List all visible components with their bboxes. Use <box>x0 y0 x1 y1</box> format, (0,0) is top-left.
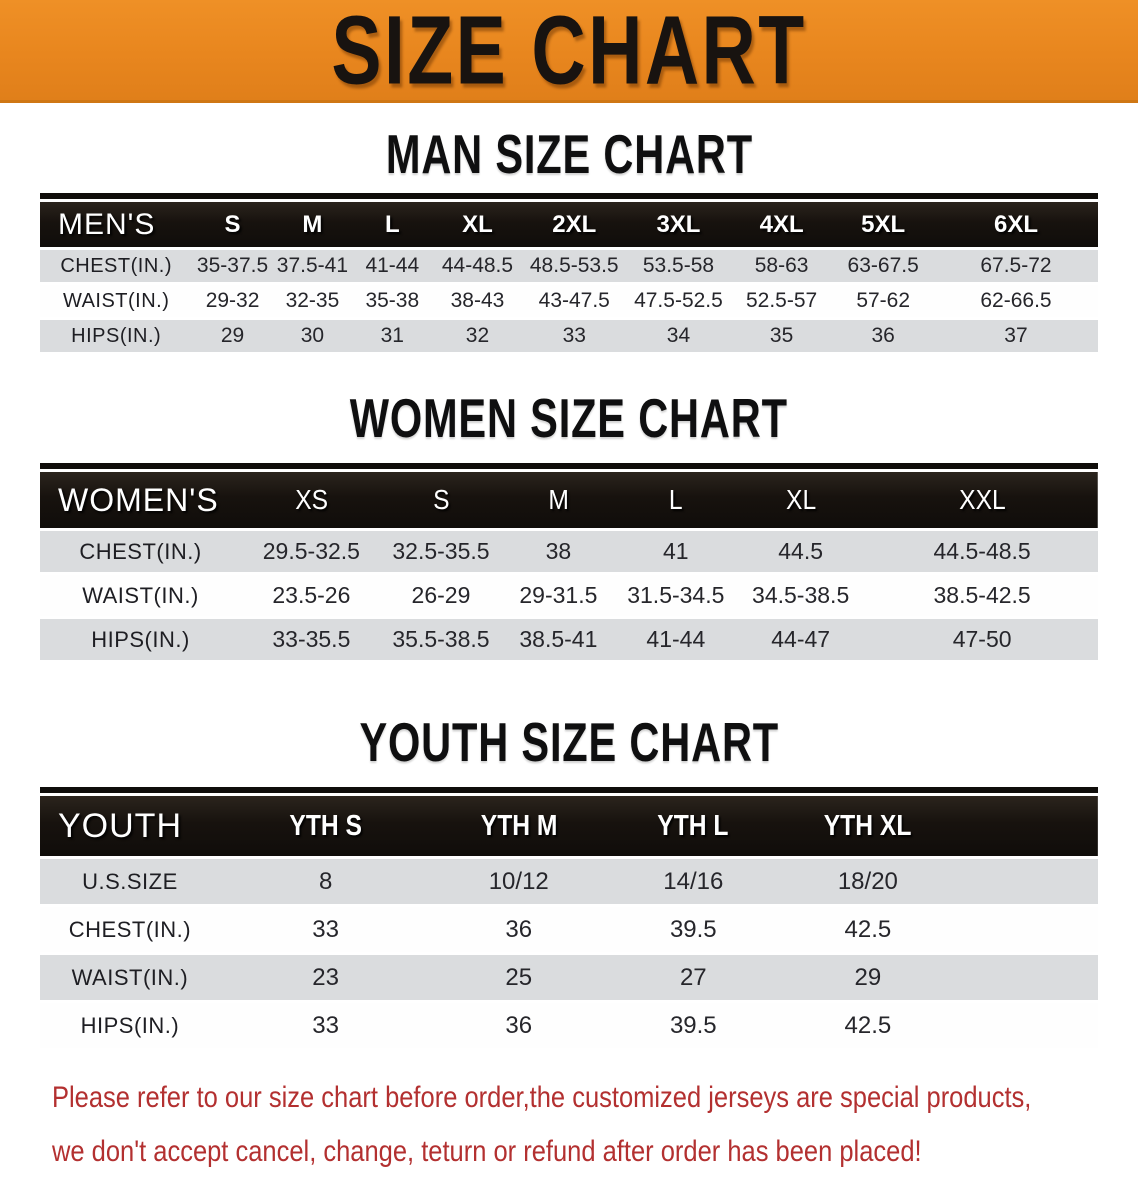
womens-section-heading <box>0 388 1138 450</box>
size-value-cell: 39.5 <box>669 1011 717 1039</box>
measurement-row <box>40 250 1098 282</box>
size-value-cell: 34 <box>666 324 691 347</box>
notice-line-1-text: Please refer to our size chart before order,the customized jerseys are special products, <box>52 1081 1032 1114</box>
size-column-header <box>606 796 781 856</box>
size-column-header-text: YTH M <box>480 809 558 842</box>
size-group-label: WOMEN'S <box>58 481 219 518</box>
size-value-cell: 38 <box>545 538 572 564</box>
size-value-cell: 44.5 <box>778 538 824 564</box>
measurement-row <box>40 619 1098 660</box>
size-column-header-text: 6XL <box>993 210 1038 238</box>
size-value-cell: 36 <box>505 915 533 943</box>
size-column-header <box>735 472 866 528</box>
size-value-cell: 43-47.5 <box>538 289 610 312</box>
measurement-row <box>40 1003 1098 1048</box>
size-column-header-text: 3XL <box>656 210 701 238</box>
size-value-cell: 53.5-58 <box>642 254 715 277</box>
size-value-cell: 33 <box>312 1011 339 1039</box>
size-value-cell: 38.5-41 <box>519 626 598 652</box>
size-value-cell: 48.5-53.5 <box>529 254 619 277</box>
size-value-cell: 44.5-48.5 <box>933 538 1031 564</box>
mens-size-table <box>40 193 1098 355</box>
spacer-cell <box>955 859 1098 904</box>
size-group-label: YOUTH <box>58 806 182 845</box>
size-table-header-row <box>40 472 1098 528</box>
size-value-cell: 47-50 <box>952 626 1012 652</box>
size-value-cell: 35-38 <box>365 289 420 312</box>
measurement-row-label: HIPS(IN.) <box>80 1012 180 1038</box>
size-value-cell: 29-32 <box>205 289 260 312</box>
size-value-cell: 63-67.5 <box>847 254 919 277</box>
size-column-header-text: XL <box>462 210 493 238</box>
size-table-header-row <box>40 796 1098 856</box>
notice-line-2 <box>52 1127 1138 1181</box>
size-value-cell: 35 <box>769 324 794 347</box>
measurement-row <box>40 955 1098 1000</box>
size-value-cell: 14/16 <box>663 867 724 895</box>
spacer-cell <box>955 955 1098 1000</box>
measurement-row-label: CHEST(IN.) <box>68 916 192 942</box>
measurement-row-label: WAIST(IN.) <box>82 582 199 608</box>
spacer-cell <box>955 796 1098 856</box>
size-column-header-text: XL <box>785 484 816 515</box>
measurement-row-label: CHEST(IN.) <box>79 538 202 564</box>
size-column-header-text: 4XL <box>759 210 804 238</box>
size-column-header <box>192 202 272 247</box>
size-column-header-text: YTH S <box>289 809 362 842</box>
size-column-header <box>731 202 833 247</box>
womens-size-table <box>40 463 1098 663</box>
mens-section-heading <box>0 124 1138 186</box>
youth-section <box>0 712 1138 1051</box>
size-column-header-text: M <box>548 484 569 515</box>
size-value-cell: 35.5-38.5 <box>392 626 490 652</box>
mens-table <box>40 199 1098 355</box>
size-column-header-text: S <box>432 484 450 515</box>
size-value-cell: 32-35 <box>285 289 340 312</box>
size-value-cell: 42.5 <box>844 1011 892 1039</box>
measurement-row <box>40 907 1098 952</box>
spacer-cell <box>955 907 1098 952</box>
measurement-row <box>40 859 1098 904</box>
size-column-header <box>220 796 432 856</box>
size-value-cell: 62-66.5 <box>980 289 1052 312</box>
size-table-header-row <box>40 202 1098 247</box>
spacer-cell <box>955 1003 1098 1048</box>
size-column-header-text: XXL <box>958 484 1006 515</box>
size-column-header <box>500 472 616 528</box>
size-value-cell: 23 <box>312 963 339 991</box>
size-column-header <box>522 202 626 247</box>
measurement-row <box>40 320 1098 352</box>
size-value-cell: 44-48.5 <box>441 254 514 277</box>
size-value-cell: 33-35.5 <box>272 626 351 652</box>
size-value-cell: 30 <box>300 324 325 347</box>
measurement-row-label: WAIST(IN.) <box>62 289 170 312</box>
youth-size-table <box>40 787 1098 1051</box>
size-value-cell: 37.5-41 <box>276 254 349 277</box>
size-column-header <box>832 202 934 247</box>
size-value-cell: 42.5 <box>844 915 892 943</box>
size-value-cell: 58-63 <box>754 254 809 277</box>
size-column-header-text: M <box>302 210 323 238</box>
size-value-cell: 34.5-38.5 <box>752 582 850 608</box>
size-value-cell: 27 <box>679 963 707 991</box>
size-value-cell: 32.5-35.5 <box>392 538 490 564</box>
size-value-cell: 32 <box>465 324 490 347</box>
size-value-cell: 36 <box>505 1011 533 1039</box>
size-value-cell: 38-43 <box>450 289 505 312</box>
size-group-label: MEN'S <box>58 207 156 241</box>
size-value-cell: 41-44 <box>646 626 706 652</box>
size-value-cell: 29 <box>220 324 245 347</box>
mens-section <box>0 124 1138 355</box>
size-value-cell: 10/12 <box>488 867 549 895</box>
size-value-cell: 31 <box>380 324 404 347</box>
size-value-cell: 25 <box>505 963 533 991</box>
measurement-row <box>40 285 1098 317</box>
size-column-header <box>382 472 500 528</box>
order-notice <box>40 1073 1138 1181</box>
size-column-header <box>617 472 735 528</box>
size-column-header-text: 2XL <box>552 210 597 238</box>
size-value-cell: 41-44 <box>365 254 420 277</box>
size-value-cell: 33 <box>562 324 586 347</box>
size-column-header <box>866 472 1098 528</box>
size-column-header <box>934 202 1098 247</box>
size-column-header <box>433 202 523 247</box>
size-chart-banner <box>0 0 1138 103</box>
size-column-header <box>626 202 731 247</box>
size-value-cell: 41 <box>663 538 689 564</box>
size-value-cell: 67.5-72 <box>980 254 1052 277</box>
notice-line-2-text: we don't accept cancel, change, teturn or refund after order has been placed! <box>52 1135 922 1168</box>
mens-section-heading-text: MAN SIZE CHART <box>385 124 753 186</box>
size-value-cell: 57-62 <box>856 289 911 312</box>
size-column-header <box>431 796 606 856</box>
youth-table <box>40 793 1098 1051</box>
womens-section-heading-text: WOMEN SIZE CHART <box>349 388 789 450</box>
page-title: SIZE CHART <box>331 0 807 103</box>
size-value-cell: 18/20 <box>837 867 898 895</box>
size-column-header-text: L <box>668 484 683 515</box>
measurement-row <box>40 531 1098 572</box>
measurement-row-label: HIPS(IN.) <box>71 324 162 347</box>
size-column-header <box>241 472 382 528</box>
size-column-header <box>273 202 352 247</box>
size-value-cell: 37 <box>1004 324 1028 347</box>
youth-section-heading <box>0 712 1138 774</box>
size-value-cell: 39.5 <box>669 915 717 943</box>
size-value-cell: 36 <box>871 324 895 347</box>
measurement-row-label: HIPS(IN.) <box>91 626 190 652</box>
size-value-cell: 47.5-52.5 <box>634 289 723 312</box>
size-value-cell: 29-31.5 <box>519 582 598 608</box>
size-column-header-text: L <box>384 210 400 238</box>
size-column-header-text: XS <box>294 484 328 515</box>
measurement-row <box>40 575 1098 616</box>
size-column-header-text: S <box>224 210 241 238</box>
size-value-cell: 26-29 <box>411 582 471 608</box>
size-value-cell: 52.5-57 <box>745 289 818 312</box>
size-value-cell: 38.5-42.5 <box>933 582 1031 608</box>
measurement-row-label: WAIST(IN.) <box>71 964 189 990</box>
size-value-cell: 35-37.5 <box>196 254 269 277</box>
size-value-cell: 31.5-34.5 <box>627 582 725 608</box>
women-table <box>40 469 1098 663</box>
womens-section <box>0 388 1138 663</box>
size-value-cell: 44-47 <box>771 626 831 652</box>
size-column-header-text: YTH XL <box>824 809 912 842</box>
measurement-row-label: CHEST(IN.) <box>60 254 172 277</box>
size-column-header-text: 5XL <box>861 210 906 238</box>
size-column-header-text: YTH L <box>657 809 729 842</box>
size-value-cell: 33 <box>312 915 339 943</box>
size-value-cell: 8 <box>318 867 333 895</box>
size-value-cell: 29.5-32.5 <box>262 538 360 564</box>
measurement-row-label: U.S.SIZE <box>82 868 178 894</box>
notice-line-1 <box>52 1073 1138 1127</box>
size-value-cell: 29 <box>854 963 882 991</box>
youth-section-heading-text: YOUTH SIZE CHART <box>359 712 779 774</box>
size-column-header <box>781 796 956 856</box>
size-value-cell: 23.5-26 <box>272 582 351 608</box>
size-column-header <box>352 202 432 247</box>
